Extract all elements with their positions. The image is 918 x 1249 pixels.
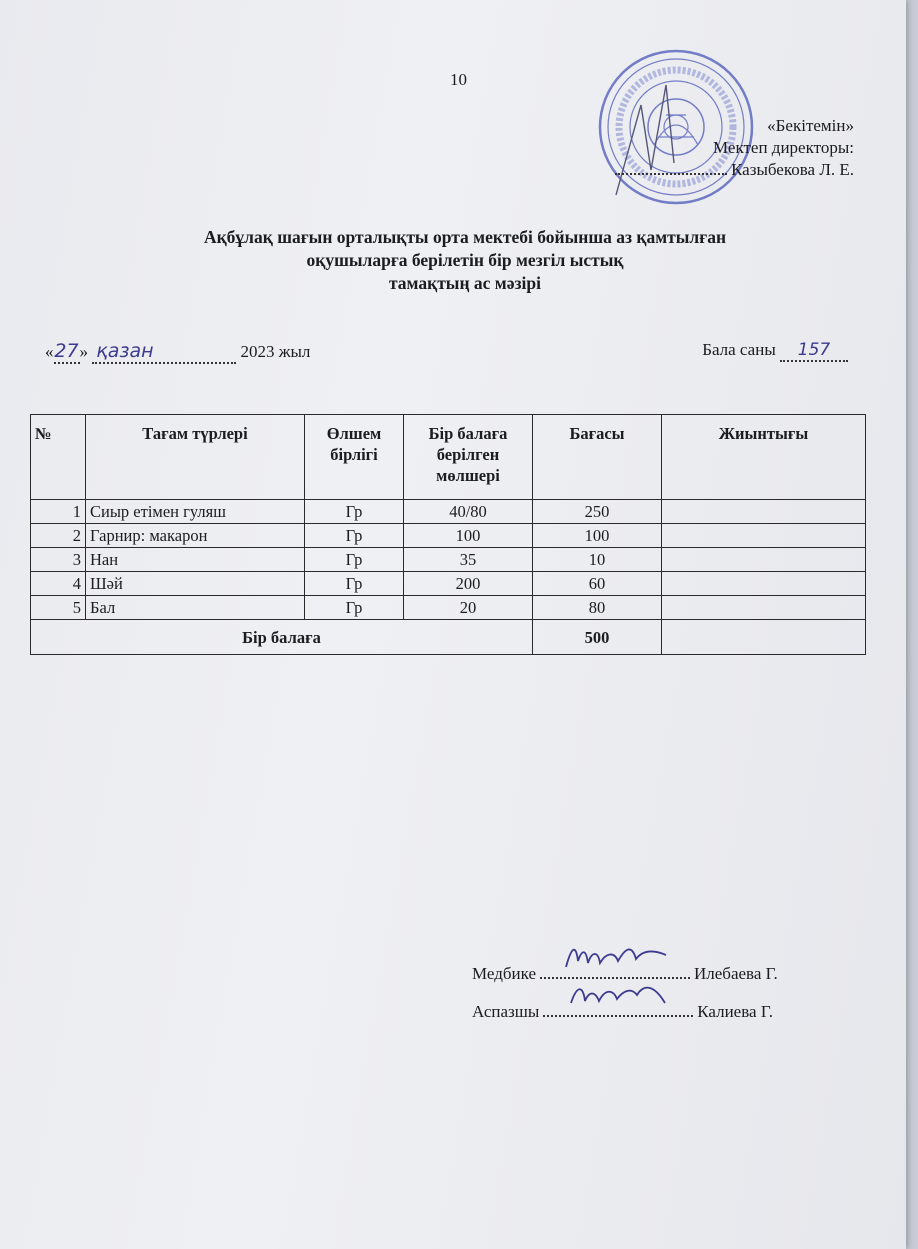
table-row xyxy=(31,500,866,524)
approval-block xyxy=(615,115,854,181)
row-num: 4 xyxy=(31,572,86,596)
row-total xyxy=(662,596,866,620)
row-price: 10 xyxy=(533,548,662,572)
row-num: 3 xyxy=(31,548,86,572)
row-price: 250 xyxy=(533,500,662,524)
row-unit: Гр xyxy=(305,548,404,572)
approval-signature-line xyxy=(615,159,854,181)
row-num: 5 xyxy=(31,596,86,620)
summary-row xyxy=(31,620,866,655)
table-row xyxy=(31,596,866,620)
row-total xyxy=(662,524,866,548)
signature-dotted-line xyxy=(615,173,727,175)
row-unit: Гр xyxy=(305,596,404,620)
row-amount: 100 xyxy=(404,524,533,548)
director-name: Казыбекова Л. Е. xyxy=(731,160,854,179)
table-row xyxy=(31,524,866,548)
approval-heading: «Бекітемін» xyxy=(767,116,854,135)
header-dish: Тағам түрлері xyxy=(86,415,305,500)
row-dish: Бал xyxy=(86,596,305,620)
header-price: Бағасы xyxy=(533,415,662,500)
table-header-row xyxy=(31,415,866,500)
row-num: 2 xyxy=(31,524,86,548)
signature-row-cook xyxy=(472,993,778,1031)
handwritten-signature xyxy=(562,941,672,975)
children-count xyxy=(702,340,848,362)
row-price: 100 xyxy=(533,524,662,548)
row-amount: 40/80 xyxy=(404,500,533,524)
row-dish: Гарнир: макарон xyxy=(86,524,305,548)
header-unit: Өлшем бірлігі xyxy=(305,415,404,500)
menu-table xyxy=(30,414,866,655)
header-num: № xyxy=(31,415,86,500)
title-line-2: оқушыларға берілетін бір мезгіл ыстық xyxy=(306,250,624,270)
summary-label: Бір балаға xyxy=(31,620,533,655)
summary-value: 500 xyxy=(533,620,662,655)
approval-position: Мектеп директоры: xyxy=(713,138,854,157)
row-unit: Гр xyxy=(305,572,404,596)
row-dish: Нан xyxy=(86,548,305,572)
table-row xyxy=(31,572,866,596)
row-price: 80 xyxy=(533,596,662,620)
signature-role: Аспазшы xyxy=(472,1002,540,1021)
signature-line xyxy=(540,963,690,979)
row-total xyxy=(662,500,866,524)
close-quote: » xyxy=(79,342,88,361)
title-line-1: Ақбұлақ шағын орталықты орта мектебі бойынша аз қамтылған xyxy=(203,227,727,247)
document-title xyxy=(60,226,870,295)
row-amount: 20 xyxy=(404,596,533,620)
title-line-3: тамақтың ас мәзірі xyxy=(389,273,541,293)
children-label: Бала саны xyxy=(702,340,776,359)
summary-total xyxy=(662,620,866,655)
row-num: 1 xyxy=(31,500,86,524)
signature-role: Медбике xyxy=(472,964,536,983)
header-total: Жиынтығы xyxy=(662,415,866,500)
row-dish: Шәй xyxy=(86,572,305,596)
handwritten-signature xyxy=(565,979,675,1013)
page-number: 10 xyxy=(450,70,467,89)
date-day: 27 xyxy=(54,340,79,362)
row-total xyxy=(662,572,866,596)
date-line xyxy=(45,340,310,364)
row-amount: 35 xyxy=(404,548,533,572)
signature-block xyxy=(472,955,778,1031)
header-amount: Бір балаға берілген мөлшері xyxy=(404,415,533,500)
signature-name: Калиева Г. xyxy=(697,1002,773,1021)
table-row xyxy=(31,548,866,572)
children-value: 157 xyxy=(797,340,831,360)
row-unit: Гр xyxy=(305,500,404,524)
signature-name: Илебаева Г. xyxy=(694,964,778,983)
date-year: 2023 жыл xyxy=(240,342,311,361)
signature-line xyxy=(543,1001,693,1017)
row-price: 60 xyxy=(533,572,662,596)
open-quote: « xyxy=(45,342,54,361)
row-unit: Гр xyxy=(305,524,404,548)
date-month: қазан xyxy=(96,340,154,362)
row-total xyxy=(662,548,866,572)
row-amount: 200 xyxy=(404,572,533,596)
row-dish: Сиыр етімен гуляш xyxy=(86,500,305,524)
